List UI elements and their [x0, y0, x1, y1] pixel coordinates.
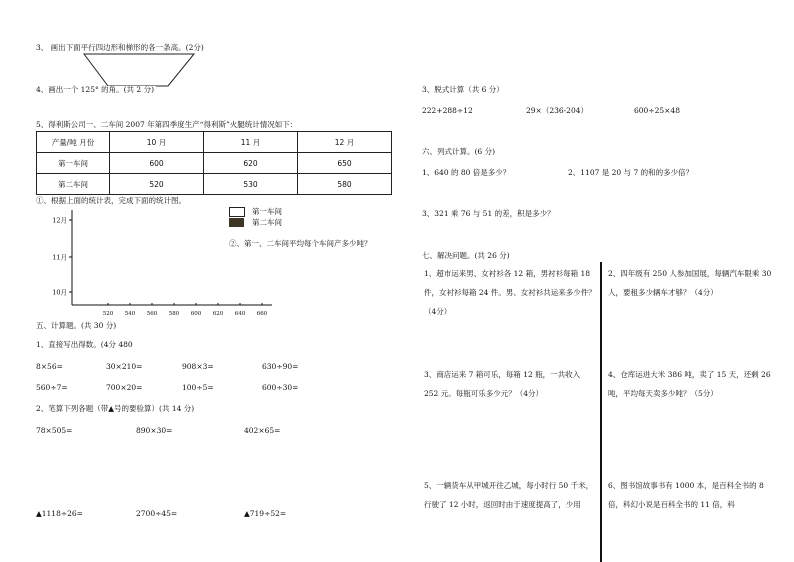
problem-1: 1、超市运来男、女衬衫各 12 箱，男衬衫每箱 18 件，女衬衫每箱 24 件。男、女衬衫共运来多少件？（4分）	[424, 269, 596, 316]
table-cell: 580	[298, 174, 392, 195]
problem-6: 6、图书馆故事书有 1000 本，是百科全书的 8 倍，科幻小说是百科全书的 11 倍，科	[608, 481, 764, 509]
equation-question-2: 2、1107 是 20 与 7 的和的多少倍？	[568, 168, 694, 177]
question-5: 5、得利斯公司一、二车间 2007 年第四季度生产“得利斯”火腿统计情况如下：	[36, 120, 298, 129]
mixed-calc: 29×（236-204）	[526, 106, 588, 115]
oral-calc: 908×3=	[182, 362, 214, 371]
section-6-title: 六、列式计算。(6 分)	[422, 147, 496, 156]
problem-3: 3、商店运来 7 箱可乐，每箱 12 瓶，一共收入 252 元。每瓶可乐多少元？（4分）	[424, 370, 581, 398]
legend-label-first: 第一车间	[252, 207, 282, 216]
trapezoid-figure	[80, 52, 198, 88]
table-header-cell: 11 月	[204, 132, 298, 153]
oral-calc: 600÷30=	[262, 383, 299, 392]
table-cell: 第二车间	[37, 174, 110, 195]
problem-5: 5、一辆货车从甲城开往乙城，每小时行 50 千米，行驶了 12 小时，返回时由于速度提高了，少用	[424, 481, 594, 509]
question-3: 3、 画出下面平行四边形和梯形的各一条高。(2分)	[36, 43, 204, 52]
written-calc: ▲719÷52=	[244, 509, 287, 518]
legend-label-second: 第二车间	[252, 218, 282, 227]
table-cell: 530	[204, 174, 298, 195]
y-tick-label: 10月	[52, 288, 67, 297]
table-header-cell: 产量/吨 月份	[37, 132, 110, 153]
sub-question-2: 2、笔算下列各题（带▲号的要验算）(共 14 分)	[36, 404, 195, 413]
production-table	[36, 131, 392, 195]
legend-swatch-second	[229, 218, 244, 227]
question-average: ②、第一、二车间平均每个车间产多少吨？	[229, 239, 372, 248]
table-cell: 520	[110, 174, 204, 195]
written-calc: 402×65=	[244, 426, 281, 435]
table-cell: 第一车间	[37, 153, 110, 174]
oral-calc: 30×210=	[106, 362, 143, 371]
written-calc: 890×30=	[136, 426, 173, 435]
table-row	[37, 174, 392, 195]
right-question-3: 3、脱式计算（共 6 分）	[422, 85, 504, 94]
bar-chart	[40, 204, 280, 322]
x-tick-label: 660	[256, 311, 268, 317]
x-tick-label: 600	[190, 311, 202, 317]
chart-instruction: ①、根据上面的统计表，完成下面的统计图。	[36, 196, 186, 205]
section-5-title: 五、计算题。(共 30 分)	[36, 321, 117, 330]
column-divider	[600, 262, 602, 562]
mixed-calc: 600÷25×48	[634, 106, 680, 115]
table-header-cell: 12 月	[298, 132, 392, 153]
y-tick-label: 12月	[52, 216, 67, 225]
problem-4: 4、仓库运进大米 386 吨，卖了 15 天，还剩 26 吨，平均每天卖多少吨？（5分）	[608, 370, 771, 398]
table-row	[37, 153, 392, 174]
table-cell: 620	[204, 153, 298, 174]
section-7-title: 七、解决问题。(共 26 分)	[422, 251, 510, 260]
problem-2: 2、四年级有 250 人参加国展，每辆汽车限乘 30 人，要租多少辆车才够？（4分）	[608, 269, 772, 297]
written-calc: ▲1118÷26=	[36, 509, 83, 518]
oral-calc: 560÷7=	[36, 383, 68, 392]
legend-swatch-first	[229, 207, 245, 217]
x-tick-label: 540	[124, 311, 136, 317]
oral-calc: 100÷5=	[182, 383, 214, 392]
question-4: 4、画出一个 125° 的角。(共 2 分)	[36, 85, 154, 94]
oral-calc: 700×20=	[106, 383, 143, 392]
sub-question-1: 1、直接写出得数。(4分 480	[36, 340, 133, 349]
equation-question-1: 1、640 的 80 倍是多少？	[422, 168, 511, 177]
oral-calc: 8×56=	[36, 362, 63, 371]
written-calc: 2700÷45=	[136, 509, 178, 518]
table-header-cell: 10 月	[110, 132, 204, 153]
x-tick-label: 560	[146, 311, 158, 317]
mixed-calc: 222+288÷12	[422, 106, 473, 115]
oral-calc: 630÷90=	[262, 362, 299, 371]
written-calc: 78×505=	[36, 426, 73, 435]
x-tick-label: 520	[102, 311, 114, 317]
x-tick-label: 640	[234, 311, 246, 317]
x-tick-label: 620	[212, 311, 224, 317]
equation-question-3: 3、321 乘 76 与 51 的差，积是多少？	[422, 209, 555, 218]
y-tick-label: 11月	[52, 253, 67, 262]
table-header-row	[37, 132, 392, 153]
x-tick-label: 580	[168, 311, 180, 317]
table-cell: 650	[298, 153, 392, 174]
table-cell: 600	[110, 153, 204, 174]
